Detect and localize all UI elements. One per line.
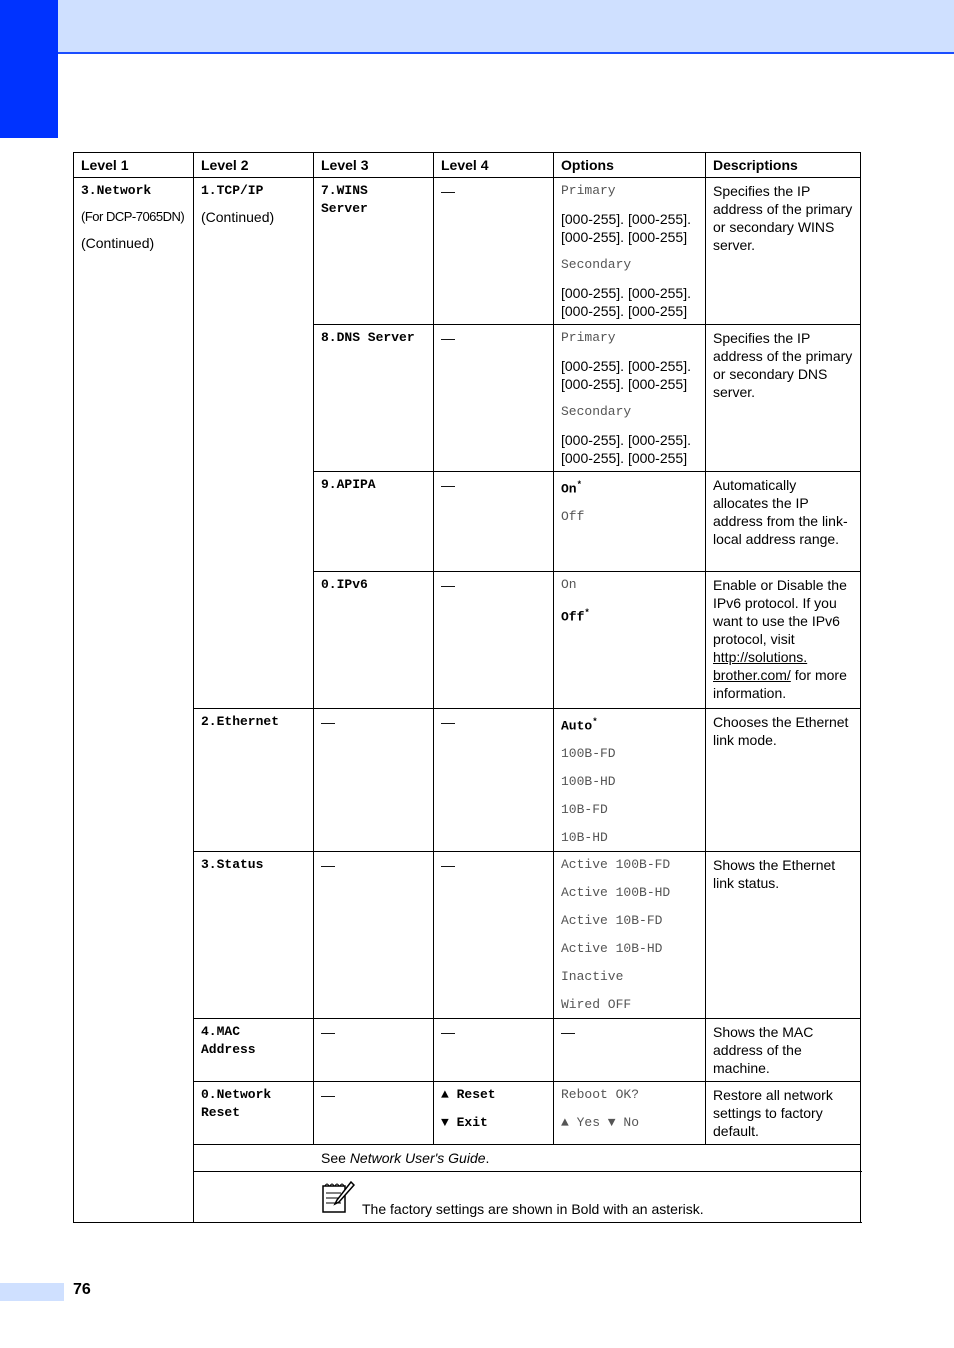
- level3-wins-name1: 7.WINS: [321, 183, 368, 198]
- see-guide-cell: [194, 1145, 861, 1172]
- option-secondary: Secondary: [561, 404, 632, 419]
- level4-cell: —: [434, 472, 554, 572]
- level2-status-name: 3.Status: [201, 857, 264, 873]
- level2-tcpip-cell: [194, 178, 314, 709]
- option-100b-fd: 100B-FD: [561, 746, 616, 762]
- level2-reset-name1: 0.Network: [201, 1087, 272, 1103]
- option-primary: Primary: [561, 330, 616, 345]
- option-off: Off: [561, 509, 585, 525]
- page-number-tab: [0, 1283, 64, 1301]
- see-guide-pre: See: [321, 1150, 350, 1167]
- level1-name: 3.Network: [81, 183, 152, 198]
- level1-model: (For DCP-7065DN): [81, 209, 185, 224]
- option-wired-off: Wired OFF: [561, 997, 632, 1013]
- option-inactive: Inactive: [561, 969, 624, 985]
- option-on: On: [561, 577, 577, 592]
- description-cell: [706, 572, 861, 709]
- options-cell: [554, 1082, 706, 1145]
- level3-wins-cell: [314, 178, 434, 325]
- level2-reset-name2: Reset: [201, 1105, 241, 1121]
- option-yes-no: ▲ Yes ▼ No: [561, 1115, 640, 1131]
- page-number: 76: [73, 1281, 91, 1298]
- level3-cell: —: [314, 1019, 434, 1082]
- level3-dns-cell: [314, 325, 434, 472]
- level1-continued: (Continued): [81, 235, 155, 251]
- option-active-100b-fd: Active 100B-FD: [561, 857, 671, 873]
- ipv6-desc-more: more information.: [713, 667, 847, 701]
- option-active-10b-fd: Active 10B-FD: [561, 913, 663, 929]
- level4-cell: —: [434, 178, 554, 325]
- level3-ipv6-cell: [314, 572, 434, 709]
- level4-exit: ▼ Exit: [441, 1115, 488, 1131]
- option-auto-label: Auto: [561, 718, 593, 734]
- see-guide-post: .: [485, 1150, 490, 1167]
- options-cell: —: [554, 1019, 706, 1082]
- level2-mac-name2: Address: [201, 1042, 256, 1058]
- level2-tcpip-name: 1.TCP/IP: [201, 183, 264, 198]
- level4-reset-cell: [434, 1082, 554, 1145]
- solutions-link[interactable]: http://solutions.: [713, 649, 808, 665]
- level2-reset-cell: [194, 1082, 314, 1145]
- level4-cell: —: [434, 1019, 554, 1082]
- option-secondary: Secondary: [561, 257, 632, 272]
- default-asterisk: *: [584, 608, 590, 618]
- option-100b-hd: 100B-HD: [561, 774, 616, 790]
- options-cell: [554, 178, 706, 325]
- description-cell: Shows the MAC address of the machine.: [706, 1019, 861, 1082]
- level2-mac-name1: 4.MAC: [201, 1024, 241, 1040]
- level4-cell: —: [434, 325, 554, 472]
- option-off-label: Off: [561, 609, 585, 625]
- level3-wins-name2: Server: [321, 201, 368, 216]
- description-cell: Specifies the IP address of the primary or secondary DNS server.: [706, 325, 861, 472]
- header-level1: Level 1: [74, 153, 194, 178]
- top-header-band: [0, 0, 954, 54]
- option-active-10b-hd: Active 10B-HD: [561, 941, 663, 957]
- note-pencil-icon: [321, 1180, 355, 1214]
- menu-table: [73, 152, 861, 1223]
- note-text: The factory settings are shown in Bold with an asterisk.: [362, 1201, 704, 1218]
- level3-cell: —: [314, 1082, 434, 1145]
- level2-ethernet-cell: [194, 709, 314, 852]
- option-primary: Primary: [561, 183, 616, 198]
- level2-ethernet-name: 2.Ethernet: [201, 714, 280, 729]
- description-cell: Shows the Ethernet link status.: [706, 852, 861, 1019]
- level3-cell: —: [314, 709, 434, 852]
- header-level3: Level 3: [314, 153, 434, 178]
- solutions-link-cont[interactable]: brother.com/: [713, 667, 791, 683]
- chapter-tab: [0, 0, 58, 138]
- option-10b-fd: 10B-FD: [561, 802, 608, 818]
- options-cell: [554, 472, 706, 572]
- header-level2: Level 2: [194, 153, 314, 178]
- level3-apipa-name: 9.APIPA: [321, 477, 376, 492]
- option-on-default: [561, 476, 698, 498]
- header-options: Options: [554, 153, 706, 178]
- option-primary-range: [000-255]. [000-255]. [000-255]. [000-255]: [561, 358, 691, 392]
- option-off-default: [561, 604, 698, 626]
- options-cell: [554, 852, 706, 1019]
- option-secondary-range: [000-255]. [000-255]. [000-255]. [000-255]: [561, 285, 691, 319]
- level3-ipv6-name: 0.IPv6: [321, 577, 368, 592]
- ipv6-desc-text: Enable or Disable the IPv6 protocol. If you want to use the IPv6 protocol, visit: [713, 577, 847, 647]
- level2-status-cell: [194, 852, 314, 1019]
- description-cell: Chooses the Ethernet link mode.: [706, 709, 861, 852]
- options-cell: [554, 572, 706, 709]
- options-cell: [554, 325, 706, 472]
- level4-reset: ▲ Reset: [441, 1087, 496, 1103]
- default-asterisk: *: [576, 480, 583, 490]
- description-cell: Automatically allocates the IP address from the link-local address range.: [706, 472, 861, 572]
- level3-apipa-cell: [314, 472, 434, 572]
- option-secondary-range: [000-255]. [000-255]. [000-255]. [000-255]: [561, 432, 691, 466]
- header-level4: Level 4: [434, 153, 554, 178]
- level2-mac-cell: [194, 1019, 314, 1082]
- see-guide-title: Network User's Guide: [349, 1150, 486, 1167]
- level2-tcpip-continued: (Continued): [201, 209, 275, 225]
- level3-cell: —: [314, 852, 434, 1019]
- description-cell: Specifies the IP address of the primary or secondary WINS server.: [706, 178, 861, 325]
- level4-cell: —: [434, 709, 554, 852]
- header-descriptions: Descriptions: [706, 153, 861, 178]
- level4-cell: —: [434, 852, 554, 1019]
- table-header-row: [74, 153, 861, 178]
- options-cell: [554, 709, 706, 852]
- option-auto-default: [561, 713, 698, 735]
- level1-cell: [74, 178, 194, 1223]
- option-reboot: Reboot OK?: [561, 1087, 640, 1103]
- option-primary-range: [000-255]. [000-255]. [000-255]. [000-255]: [561, 211, 691, 245]
- level3-dns-name: 8.DNS Server: [321, 330, 415, 345]
- option-on-label: On: [561, 481, 577, 497]
- default-asterisk: *: [592, 717, 598, 727]
- level4-cell: —: [434, 572, 554, 709]
- note-cell: [194, 1172, 861, 1223]
- table-row: [74, 178, 861, 325]
- option-10b-hd: 10B-HD: [561, 830, 608, 846]
- ipv6-desc-for: for: [790, 667, 812, 683]
- description-cell: Restore all network settings to factory default.: [706, 1082, 861, 1145]
- option-active-100b-hd: Active 100B-HD: [561, 885, 671, 901]
